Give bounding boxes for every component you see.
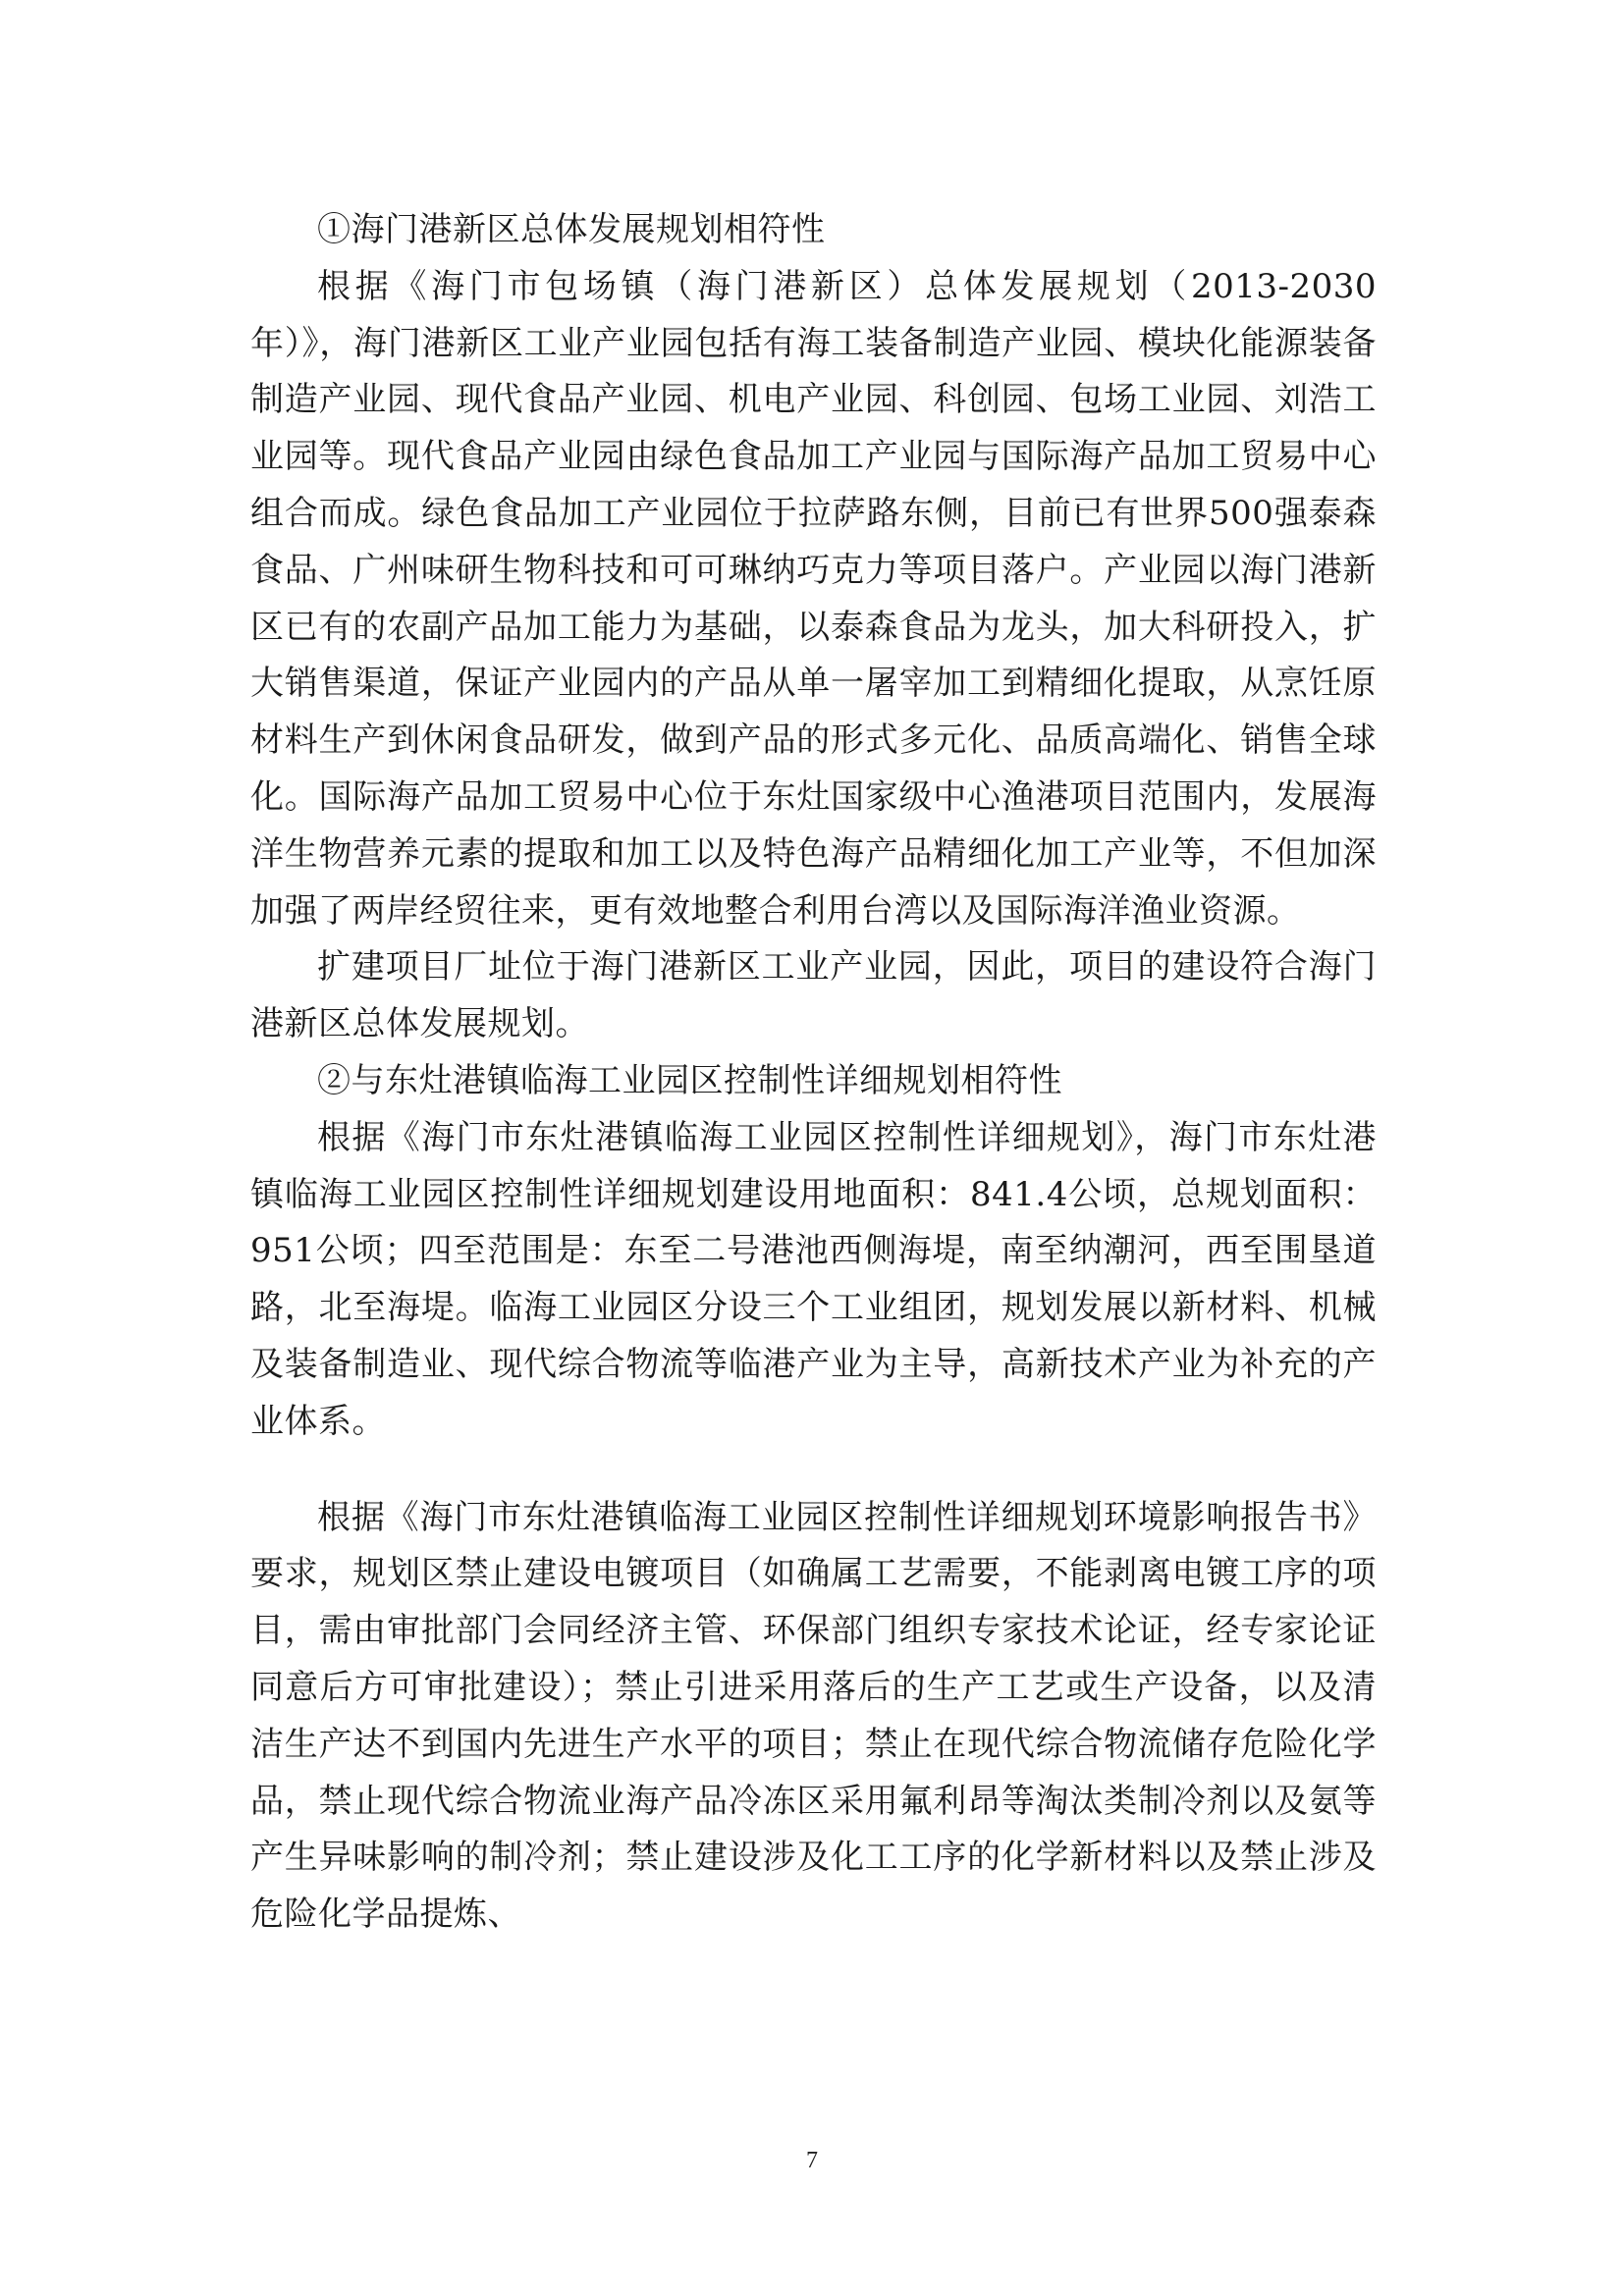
section-heading-2: ②与东灶港镇临海工业园区控制性详细规划相符性 bbox=[317, 1060, 1062, 1100]
body-paragraph: 扩建项目厂址位于海门港新区工业产业园，因此，项目的建设符合海门港新区总体发展规划。 bbox=[250, 947, 1377, 1044]
body-paragraph: 根据《海门市东灶港镇临海工业园区控制性详细规划》，海门市东灶港镇临海工业园区控制性详细规划建设用地面积：841.4公顷，总规划面积：951公顷；四至范围是：东至二号港池西侧海堤，南至纳潮河，西至围垦道路，北至海堤。临海工业园区分设三个工业组团，规划发展以新材料、机械及装备制造业、现代综合物流等临港产业为主导，高新技术产业为补充的产业体系。 bbox=[250, 1117, 1377, 1441]
page-number: 7 bbox=[806, 2148, 818, 2173]
body-paragraph: 根据《海门市包场镇（海门港新区）总体发展规划（2013-2030年）》，海门港新区工业产业园包括有海工装备制造产业园、模块化能源装备制造产业园、现代食品产业园、机电产业园、科创园、包场工业园、刘浩工业园等。现代食品产业园由绿色食品加工产业园与国际海产品加工贸易中心组合而成。绿色食品加工产业园位于拉萨路东侧，目前已有世界500强泰森食品、广州味研生物科技和可可琳纳巧克力等项目落户。产业园以海门港新区已有的农副产品加工能力为基础，以泰森食品为龙头，加大科研投入，扩大销售渠道，保证产业园内的产品从单一屠宰加工到精细化提取，从烹饪原材料生产到休闲食品研发，做到产品的形式多元化、品质高端化、销售全球化。国际海产品加工贸易中心位于东灶国家级中心渔港项目范围内，发展海洋生物营养元素的提取和加工以及特色海产品精细化加工产业等，不但加深加强了两岸经贸往来，更有效地整合利用台湾以及国际海洋渔业资源。 bbox=[250, 266, 1377, 931]
document-body bbox=[250, 202, 1377, 1944]
body-paragraph: 根据《海门市东灶港镇临海工业园区控制性详细规划环境影响报告书》要求，规划区禁止建设电镀项目（如确属工艺需要，不能剥离电镀工序的项目，需由审批部门会同经济主管、环保部门组织专家技术论证，经专家论证同意后方可审批建设）；禁止引进采用落后的生产工艺或生产设备，以及清洁生产达不到国内先进生产水平的项目；禁止在现代综合物流储存危险化学品，禁止现代综合物流业海产品冷冻区采用氟利昂等淘汰类制冷剂以及氨等产生异味影响的制冷剂；禁止建设涉及化工工序的化学新材料以及禁止涉及危险化学品提炼、 bbox=[250, 1497, 1377, 1935]
section-heading-1: ①海门港新区总体发展规划相符性 bbox=[317, 210, 826, 249]
